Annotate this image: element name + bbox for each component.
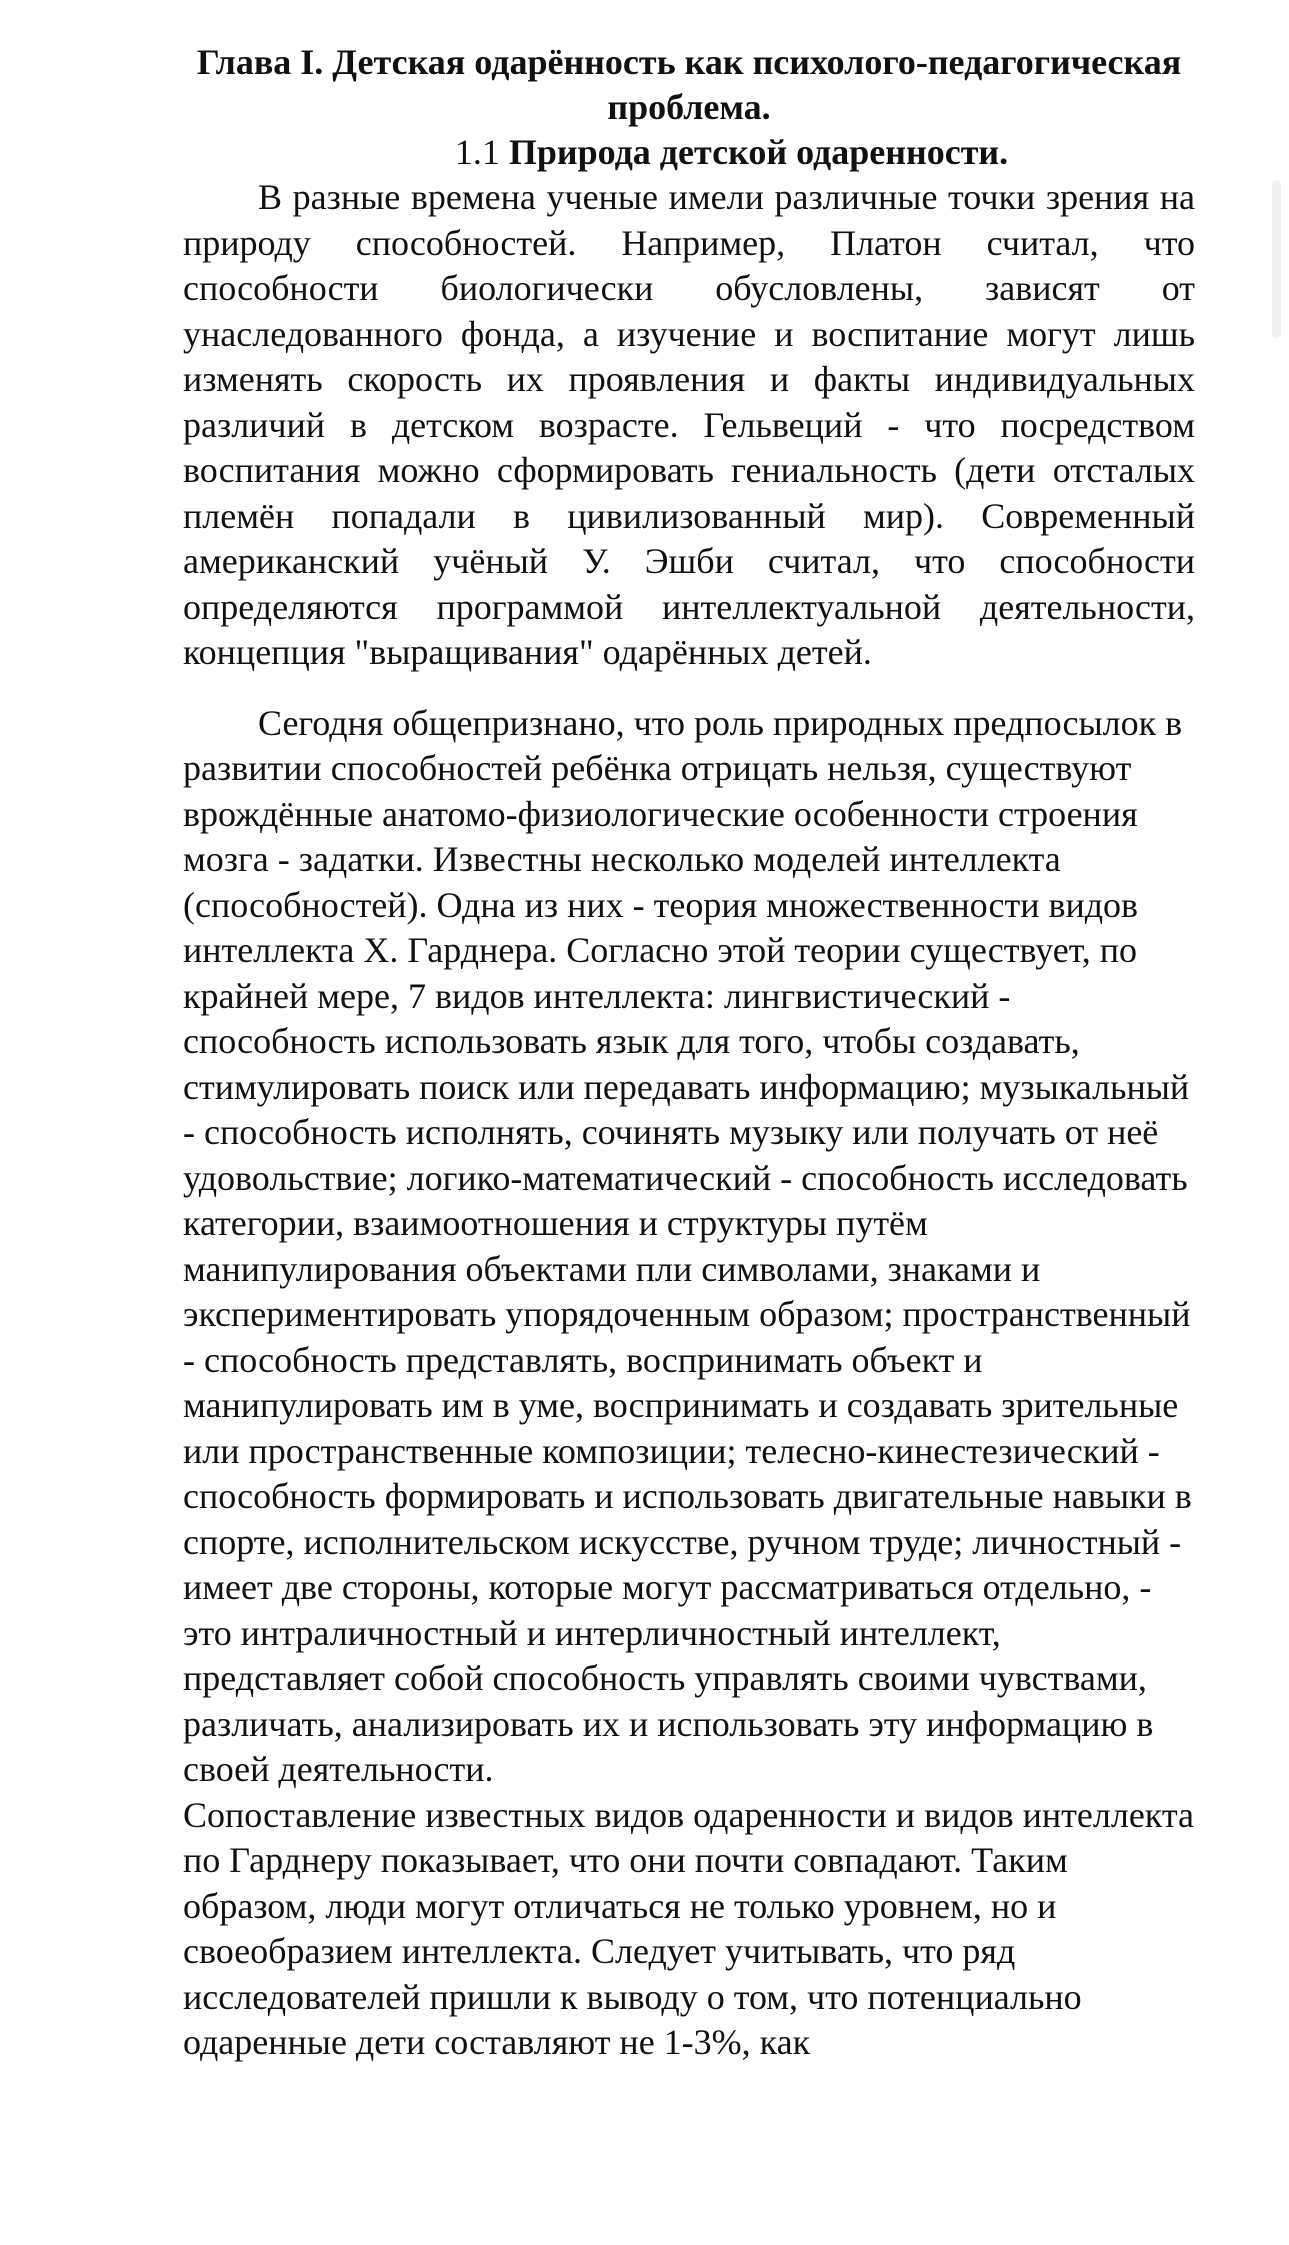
paragraph: Сегодня общепризнано, что роль природных предпосылок в развитии способностей ребёнка отрицать нельзя, существуют врождённые анатомо-физиологические особенности строения мозга - задатки. Известны несколько моделей интеллекта (способностей). Одна из них - теория множественности видов интеллекта Х. Гарднера. Согласно этой теории существует, по крайней мере, 7 видов интеллекта: лингвистический - способность использовать язык для того, чтобы создавать, стимулировать поиск или передавать информацию; музыкальный - способность исполнять, сочинять музыку или получать от неё удовольствие; логико-математический - способность исследовать категории, взаимоотношения и структуры путём манипулирования объектами пли символами, знаками и экспериментировать упорядоченным образом; пространственный - способность представлять, воспринимать объект и манипулировать им в уме, воспринимать и создавать зрительные или пространственные композиции; телесно-кинестезический - способность формировать и использовать двигательные навыки в спорте, исполнительском искусстве, ручном труде; личностный - имеет две стороны, которые могут рассматриваться отдельно, - это интраличностный и интерличностный интеллект, представляет собой способность управлять своими чувствами, различать, анализировать их и использовать эту информацию в своей деятельности.	[183, 702, 1192, 1789]
section-number: 1.1	[454, 132, 500, 172]
paragraph: Сопоставление известных видов одаренности и видов интеллекта по Гарднеру показывает, что они почти совпадают. Таким образом, люди могут отличаться не только уровнем, но и своеобразием интеллекта. Следует учитывать, что ряд исследователей пришли к выводу о том, что потенциально одаренные дети составляют не 1-3%, как	[183, 1794, 1194, 2062]
paragraph: В разные времена ученые имели различные точки зрения на природу способностей. Например, Платон считал, что способности биологически обусловлены, зависят от унаследованного фонда, а изучение и воспитание могут лишь изменять скорость их проявления и факты индивидуальных различий в детском возрасте. Гельвеций - что посредством воспитания можно сформировать гениальность (дети отсталых племён попадали в цивилизованный мир). Современный американский учёный У. Эшби считал, что способности определяются программой интеллектуальной деятельности, концепция "выращивания" одарённых детей.	[183, 177, 1195, 672]
scrollbar[interactable]	[1272, 180, 1281, 338]
section-heading	[183, 130, 1195, 175]
chapter-title: Глава I. Детская одарённость как психолого-педагогическая проблема.	[196, 42, 1182, 127]
document-page	[183, 40, 1195, 2066]
section-title: Природа детской одаренности.	[508, 132, 1009, 172]
